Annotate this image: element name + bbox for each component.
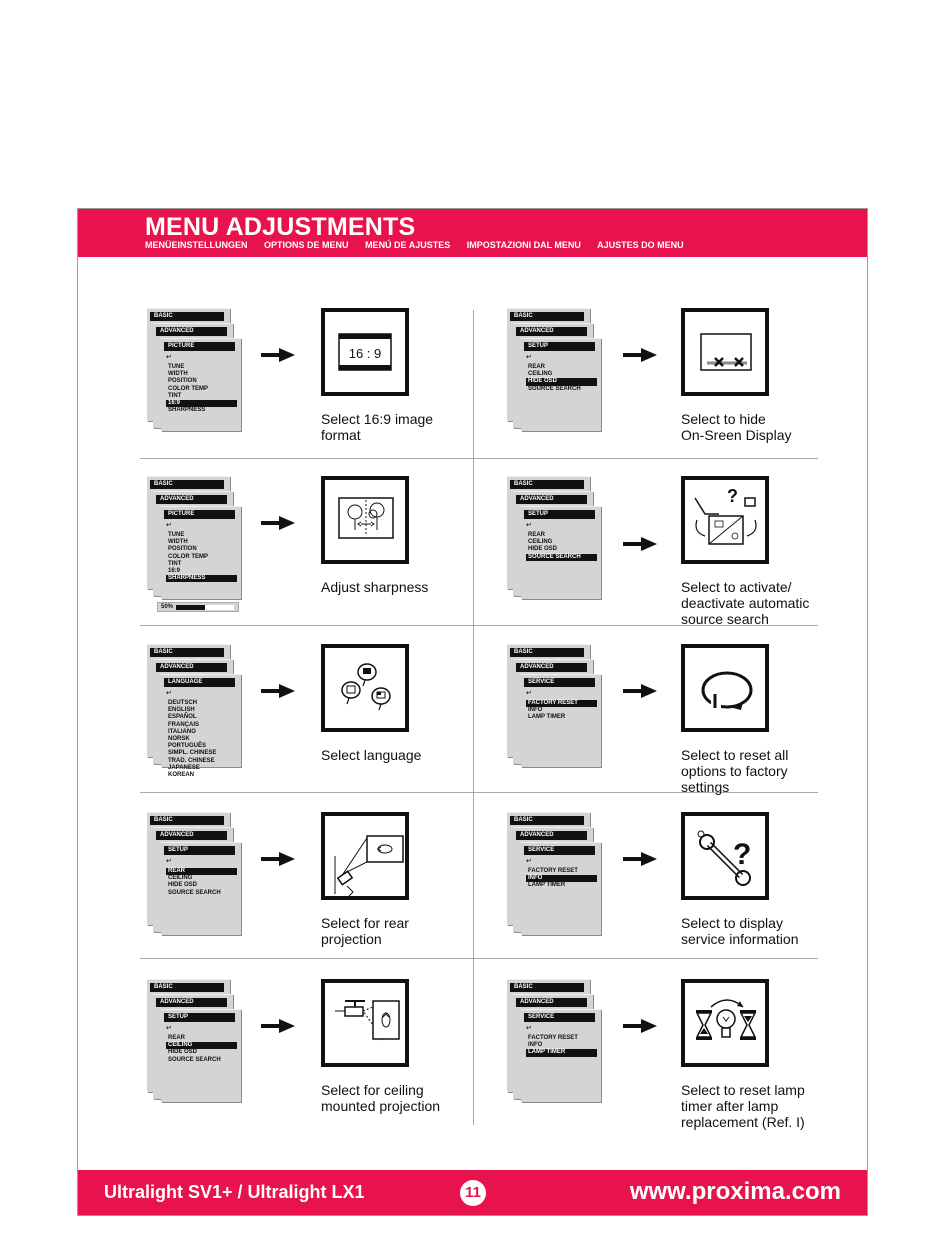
back-arrow-icon[interactable]: ↵ bbox=[166, 858, 172, 865]
menu-item-selected[interactable]: REAR bbox=[166, 868, 237, 875]
menu-tab-label[interactable]: SETUP bbox=[164, 1013, 235, 1022]
right-arrow-icon bbox=[261, 684, 295, 698]
menu-item-selected[interactable]: 16:9 bbox=[166, 400, 237, 407]
menu-tab-label[interactable]: ADVANCED bbox=[156, 831, 227, 840]
menu-item[interactable]: LAMP TIMER bbox=[528, 882, 566, 889]
menu-item[interactable]: HIDE OSD bbox=[168, 882, 198, 889]
menu-panel bbox=[521, 1009, 601, 1102]
back-arrow-icon[interactable]: ↵ bbox=[526, 354, 532, 361]
menu-item-list bbox=[166, 700, 237, 779]
menu-item[interactable]: HIDE OSD bbox=[168, 1049, 198, 1056]
menu-item-list bbox=[526, 532, 597, 561]
menu-item-selected[interactable]: CEILING bbox=[166, 1042, 237, 1049]
menu-item[interactable]: KOREAN bbox=[168, 771, 195, 778]
menu-item[interactable]: POSITION bbox=[168, 378, 197, 385]
menu-tab-label[interactable]: SETUP bbox=[524, 510, 595, 519]
menu-item[interactable]: CEILING bbox=[168, 875, 193, 882]
menu-item[interactable]: HIDE OSD bbox=[528, 546, 558, 553]
lamp-timer-icon bbox=[681, 979, 769, 1067]
hide-osd-icon bbox=[681, 308, 769, 396]
menu-panel bbox=[521, 674, 601, 767]
menu-tab-label[interactable]: ADVANCED bbox=[156, 495, 227, 504]
back-arrow-icon[interactable]: ↵ bbox=[166, 522, 172, 529]
caption-text: Select 16:9 image format bbox=[321, 411, 434, 443]
osd-menu-stack bbox=[507, 812, 607, 934]
osd-menu-stack bbox=[507, 308, 607, 430]
caption-text: Select to activate/ deactivate automatic source search bbox=[681, 579, 810, 627]
factory-reset-icon bbox=[681, 644, 769, 732]
right-arrow-icon bbox=[623, 684, 657, 698]
caption-text: Adjust sharpness bbox=[321, 579, 429, 595]
menu-item[interactable]: ITALIANO bbox=[168, 728, 196, 735]
right-arrow-icon bbox=[623, 1019, 657, 1033]
menu-tab-label[interactable]: ADVANCED bbox=[516, 495, 587, 504]
caption-text: Select for ceiling mounted projection bbox=[321, 1082, 441, 1114]
menu-tab-label[interactable]: PICTURE bbox=[164, 342, 235, 351]
caption-text: Select language bbox=[321, 747, 422, 763]
column-divider bbox=[473, 310, 474, 1125]
menu-tab-label[interactable]: SETUP bbox=[524, 342, 595, 351]
slider-fill bbox=[176, 605, 205, 610]
menu-tab-label[interactable]: ADVANCED bbox=[516, 998, 587, 1007]
menu-item-list bbox=[166, 1035, 237, 1064]
aspect-ratio-text: 16 : 9 bbox=[348, 346, 382, 361]
menu-item[interactable]: COLOR TEMP bbox=[168, 385, 208, 392]
subtitle-portuguese: AJUSTES DO MENU bbox=[597, 240, 684, 250]
back-arrow-icon[interactable]: ↵ bbox=[526, 1025, 532, 1032]
menu-item[interactable]: FACTORY RESET bbox=[528, 1035, 578, 1041]
osd-menu-stack bbox=[147, 979, 247, 1101]
menu-tab-label[interactable]: SERVICE bbox=[524, 1013, 595, 1022]
menu-tab-label[interactable]: BASIC bbox=[150, 312, 224, 321]
slider-track[interactable] bbox=[176, 605, 234, 610]
row-divider bbox=[140, 458, 818, 459]
menu-tab-label[interactable]: BASIC bbox=[150, 816, 224, 825]
menu-item[interactable]: PORTUGUÊS bbox=[168, 743, 207, 750]
menu-item[interactable]: REAR bbox=[528, 364, 546, 370]
section-header bbox=[78, 209, 867, 257]
back-arrow-icon[interactable]: ↵ bbox=[166, 1025, 172, 1032]
back-arrow-icon[interactable]: ↵ bbox=[526, 690, 532, 697]
menu-item-selected[interactable]: INFO bbox=[526, 875, 597, 882]
subtitle-french: OPTIONS DE MENU bbox=[264, 240, 349, 250]
menu-tab-label[interactable]: PICTURE bbox=[164, 510, 235, 519]
caption-text: Select for rear projection bbox=[321, 915, 409, 947]
back-arrow-icon[interactable]: ↵ bbox=[166, 690, 172, 697]
menu-tab-label[interactable]: BASIC bbox=[510, 312, 584, 321]
right-arrow-icon bbox=[623, 537, 657, 551]
menu-item[interactable]: SHARPNESS bbox=[168, 407, 206, 414]
menu-panel bbox=[521, 338, 601, 431]
menu-item-list bbox=[526, 700, 597, 722]
menu-tab-label[interactable]: BASIC bbox=[150, 480, 224, 489]
right-arrow-icon bbox=[623, 348, 657, 362]
row-divider bbox=[140, 958, 818, 959]
menu-item-selected[interactable]: SOURCE SEARCH bbox=[526, 554, 597, 561]
menu-panel bbox=[521, 506, 601, 599]
menu-item[interactable]: NORSK bbox=[168, 735, 190, 742]
menu-item[interactable]: FACTORY RESET bbox=[528, 868, 578, 874]
menu-item[interactable]: SOURCE SEARCH bbox=[168, 889, 221, 896]
right-arrow-icon bbox=[261, 852, 295, 866]
osd-menu-stack bbox=[147, 644, 247, 778]
menu-item-list bbox=[166, 364, 237, 414]
page-title: MENU ADJUSTMENTS bbox=[145, 213, 416, 241]
osd-menu-stack bbox=[507, 979, 607, 1101]
menu-tab-label[interactable]: ADVANCED bbox=[516, 327, 587, 336]
right-arrow-icon bbox=[261, 516, 295, 530]
menu-item[interactable]: ESPAÑOL bbox=[168, 714, 197, 721]
website-link[interactable]: www.proxima.com bbox=[629, 1178, 841, 1205]
menu-item[interactable]: FRANÇAIS bbox=[168, 721, 199, 728]
menu-item[interactable]: CEILING bbox=[528, 371, 553, 378]
caption-text: Select to hide On-Sreen Display bbox=[681, 411, 792, 443]
menu-item[interactable]: POSITION bbox=[168, 546, 197, 553]
menu-tab-label[interactable]: SERVICE bbox=[524, 678, 595, 687]
osd-menu-stack bbox=[507, 476, 607, 598]
osd-menu-stack bbox=[507, 644, 607, 766]
right-arrow-icon bbox=[261, 348, 295, 362]
menu-item[interactable]: REAR bbox=[168, 1035, 186, 1041]
back-arrow-icon[interactable]: ↵ bbox=[526, 858, 532, 865]
menu-item-list bbox=[166, 532, 237, 582]
menu-tab-label[interactable]: ADVANCED bbox=[156, 998, 227, 1007]
back-arrow-icon[interactable]: ↵ bbox=[166, 354, 172, 361]
menu-item[interactable]: COLOR TEMP bbox=[168, 553, 208, 560]
menu-item[interactable]: SOURCE SEARCH bbox=[168, 1056, 221, 1063]
menu-panel bbox=[161, 1009, 241, 1102]
menu-item[interactable]: SIMPL. CHINESE bbox=[168, 750, 217, 757]
menu-item-list bbox=[526, 364, 597, 393]
menu-item[interactable]: TUNE bbox=[168, 364, 185, 370]
translated-titles bbox=[145, 240, 698, 250]
rear-projection-icon bbox=[321, 812, 409, 900]
menu-item[interactable]: 16:9 bbox=[168, 567, 181, 574]
menu-item[interactable]: TRAD. CHINESE bbox=[168, 757, 215, 764]
menu-tab-label[interactable]: BASIC bbox=[510, 480, 584, 489]
menu-tab-label[interactable]: BASIC bbox=[510, 816, 584, 825]
page-number: 11 bbox=[460, 1180, 486, 1206]
menu-item[interactable]: TUNE bbox=[168, 532, 185, 538]
menu-item[interactable]: JAPANESE bbox=[168, 764, 200, 771]
menu-tab-label[interactable]: BASIC bbox=[510, 648, 584, 657]
slider-value-label: 50% bbox=[161, 604, 174, 610]
menu-item[interactable]: SOURCE SEARCH bbox=[528, 385, 581, 392]
menu-tab-label[interactable]: SERVICE bbox=[524, 846, 595, 855]
model-name: Ultralight SV1+ / Ultralight LX1 bbox=[104, 1182, 365, 1202]
menu-tab-label[interactable]: ADVANCED bbox=[156, 663, 227, 672]
menu-panel bbox=[521, 842, 601, 935]
menu-tab-label[interactable]: ADVANCED bbox=[156, 327, 227, 336]
menu-tab-label[interactable]: SETUP bbox=[164, 846, 235, 855]
menu-item[interactable]: DEUTSCH bbox=[168, 700, 198, 706]
caption-text: Select to reset all options to factory settings bbox=[681, 747, 789, 795]
menu-panel bbox=[161, 338, 241, 431]
menu-tab-label[interactable]: ADVANCED bbox=[516, 831, 587, 840]
menu-item[interactable]: WIDTH bbox=[168, 371, 188, 378]
menu-item[interactable]: TINT bbox=[168, 392, 182, 399]
language-icon bbox=[321, 644, 409, 732]
menu-tab-label[interactable]: ADVANCED bbox=[516, 663, 587, 672]
menu-item-list bbox=[526, 1035, 597, 1057]
menu-item[interactable]: ENGLISH bbox=[168, 707, 195, 714]
source-search-icon bbox=[681, 476, 769, 564]
caption-text: Select to display service information bbox=[681, 915, 799, 947]
sharpness-slider[interactable] bbox=[157, 602, 239, 612]
subtitle-spanish: MENÚ DE AJUSTES bbox=[365, 240, 451, 250]
menu-item-selected[interactable]: HIDE OSD bbox=[526, 378, 597, 385]
menu-tab-label[interactable]: BASIC bbox=[150, 648, 224, 657]
menu-item[interactable]: INFO bbox=[528, 707, 543, 714]
subtitle-german: MENÜEINSTELLUNGEN bbox=[145, 240, 248, 250]
menu-item[interactable]: INFO bbox=[528, 1042, 543, 1049]
menu-item-selected[interactable]: SHARPNESS bbox=[166, 575, 237, 582]
svg-text:?: ? bbox=[733, 838, 752, 871]
menu-panel bbox=[161, 506, 241, 599]
menu-tab-label[interactable]: BASIC bbox=[510, 983, 584, 992]
menu-item[interactable]: CEILING bbox=[528, 539, 553, 546]
right-arrow-icon bbox=[261, 1019, 295, 1033]
aspect-16-9-icon bbox=[321, 308, 409, 396]
subtitle-italian: IMPOSTAZIONI DAL MENU bbox=[466, 240, 581, 250]
menu-item-selected[interactable]: LAMP TIMER bbox=[526, 1049, 597, 1056]
menu-item[interactable]: TINT bbox=[168, 560, 182, 567]
menu-item[interactable]: WIDTH bbox=[168, 539, 188, 546]
caption-text: Select to reset lamp timer after lamp replacement (Ref. I) bbox=[681, 1082, 805, 1130]
osd-menu-stack bbox=[147, 812, 247, 934]
menu-item[interactable]: REAR bbox=[528, 532, 546, 538]
osd-menu-stack bbox=[147, 308, 247, 430]
menu-item-list bbox=[166, 868, 237, 897]
right-arrow-icon bbox=[623, 852, 657, 866]
sharpness-icon bbox=[321, 476, 409, 564]
menu-item-selected[interactable]: FACTORY RESET bbox=[526, 700, 597, 707]
service-info-icon bbox=[681, 812, 769, 900]
menu-item[interactable]: LAMP TIMER bbox=[528, 714, 566, 721]
ceiling-projection-icon bbox=[321, 979, 409, 1067]
page-footer bbox=[78, 1170, 867, 1215]
menu-panel bbox=[161, 842, 241, 935]
menu-item-list bbox=[526, 868, 597, 890]
osd-menu-stack bbox=[147, 476, 247, 610]
menu-tab-label[interactable]: LANGUAGE bbox=[164, 678, 235, 687]
back-arrow-icon[interactable]: ↵ bbox=[526, 522, 532, 529]
svg-text:?: ? bbox=[727, 486, 738, 506]
menu-tab-label[interactable]: BASIC bbox=[150, 983, 224, 992]
menu-panel bbox=[161, 674, 241, 778]
